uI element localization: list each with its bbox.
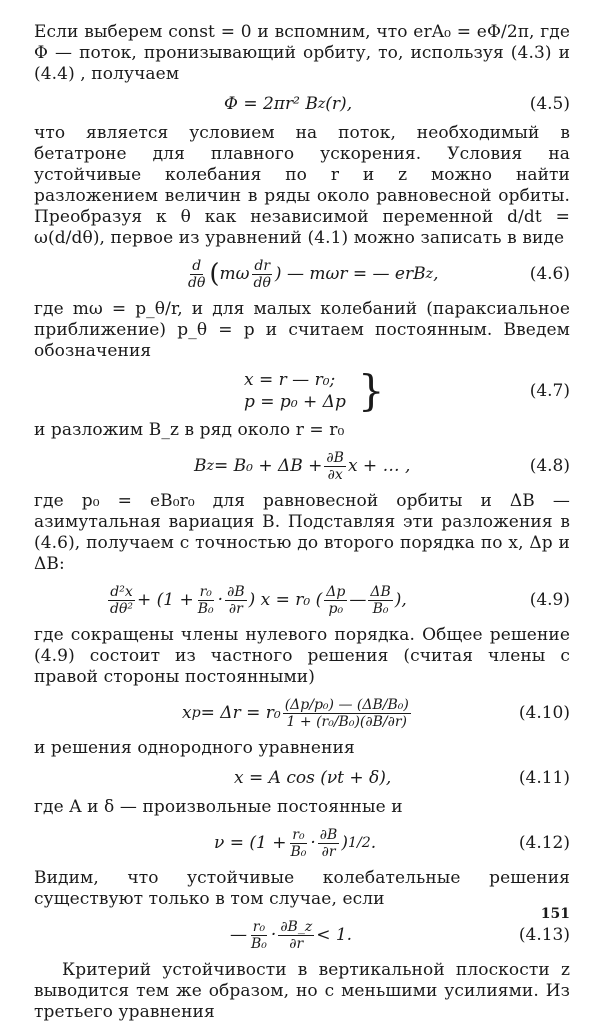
book-page [34,22,570,1022]
paragraph-10: Критерий устойчивости в вертикальной плоскости z выводится тем же образом, но с меньшими усилиями. Из третьего уравнения [34,960,570,1022]
paragraph-9: Видим, что устойчивые колебательные решения существуют только в том случае, если [34,868,570,909]
paragraph-4: и разложим B_z в ряд около r = r₀ [34,420,345,440]
paragraph-3: где mω = p_θ/r, и для малых колебаний (параксиальное приближение) p_θ = p и считаем постоянным. Введем обозначения [34,299,570,361]
paragraph-1: Если выберем const = 0 и вспомним, что erA₀ = eΦ/2π, где Φ — поток, пронизывающий орбиту, то, используя (4.3) и (4.4) , получаем [34,22,570,84]
equation-4-7: x = r — r₀; p = p₀ + Δp } (4.7) [244,366,570,415]
paragraph-7: и решения однородного уравнения [34,738,355,758]
equation-4-10: x p = Δr = r₀ $\frac{\text{(Δp/p₀) — (ΔB/B₀)}}{\text{1 + (r₀/B₀)(∂B/∂r)}}$ (4.10) [182,696,570,730]
equation-4-5: Φ = 2πr² B z (r), (4.5) [224,94,570,114]
equation-4-11: x = A cos (νt + δ), (4.11) [234,768,570,788]
paragraph-8: где A и δ — произвольные постоянные и [34,797,403,817]
paragraph-5: где p₀ = eB₀r₀ для равновесной орбиты и ΔB — азимутальная вариация B. Подставляя эти разложения в (4.6), получаем с точностью до второго порядка по x, Δp и ΔB: [34,491,570,574]
page-number: 151 [540,906,570,922]
equation-4-6: $\frac{d}{d\theta}$ ( mω $\frac{dr}{d\theta}$ ) — mωr = — erB z , (4.6) [188,257,570,291]
equation-4-13: — $\frac{\text{r₀}}{\text{B₀}}$ · $\frac{\partial B\_z}{\partial r}$ < 1. (4.13) [230,918,570,952]
paragraph-2: что является условием на поток, необходимый в бетатроне для плавного ускорения. Условия на устойчивые колебания по r и z можно найти разложением величин в ряды около равновесной орбиты. Преобразуя к θ как независимой переменной d/dt = ω(d/dθ), первое из уравнений (4.1) можно записать в виде [34,123,570,248]
equation-4-9: $\frac{\text{d²x}}{\text{dθ²}}$ + (1 + $\frac{\text{r₀}}{\text{B₀}}$ · $\frac{\partial B}{\partial r}$ ) x = r₀ ( $\frac{\Delta p}{\text{p₀}}$ — $\frac{\Delta B}{\text{B₀}}$ ), (4.9) [110,583,570,617]
paragraph-6: где сокращены члены нулевого порядка. Общее решение (4.9) состоит из частного решения (считая члены с правой стороны постоянными) [34,625,570,687]
equation-4-12: ν = (1 + $\frac{\text{r₀}}{\text{B₀}}$ · $\frac{\partial B}{\partial r}$ ) 1/2 . (4.12) [214,826,570,860]
equation-4-8: B z = B₀ + ΔB + $\frac{\partial B}{\partial x}$ x + … , (4.8) [194,449,570,483]
